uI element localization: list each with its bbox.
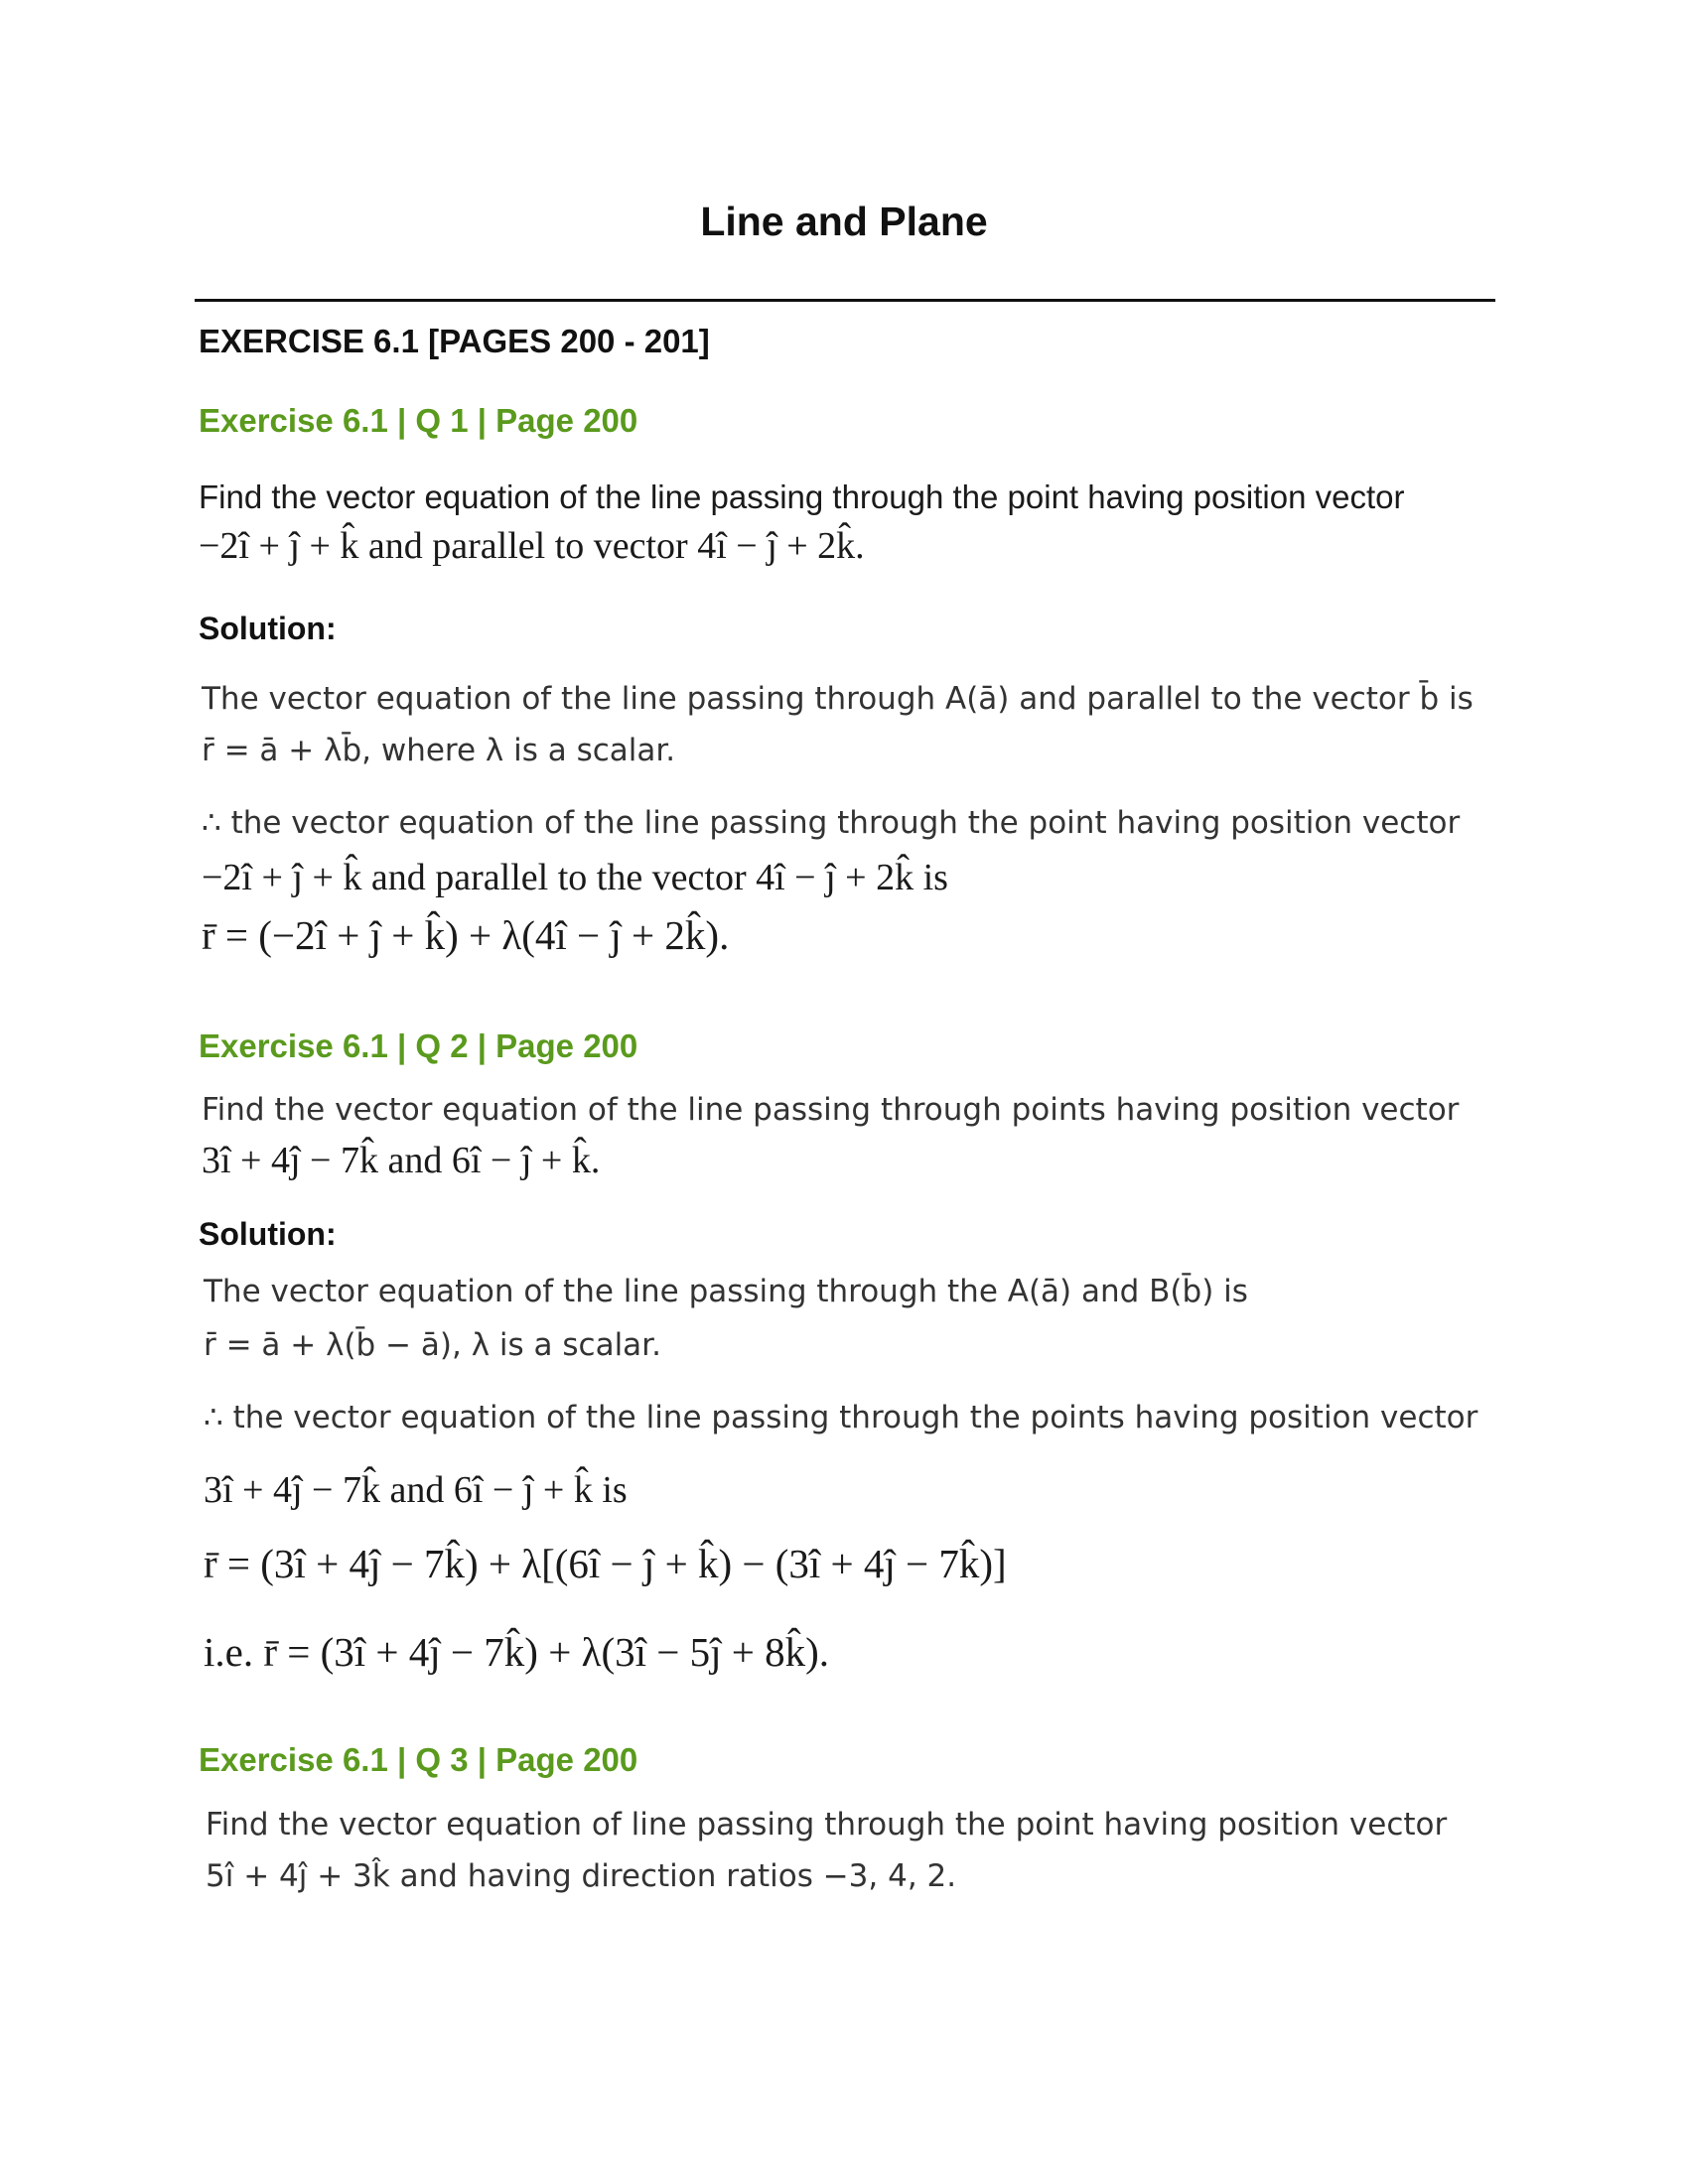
question-1-solution-line-2: r̄ = ā + λb̄, where λ is a scalar. [202, 733, 676, 768]
question-2-solution-line-3: ∴ the vector equation of the line passing through the points having position vector [204, 1400, 1478, 1435]
title-divider [195, 299, 1495, 302]
question-2-solution-line-2: r̄ = ā + λ(b̄ − ā), λ is a scalar. [204, 1327, 661, 1363]
question-1-text-line-2: −2î + ĵ + k̂ and parallel to vector 4î − ĵ + 2k̂. [199, 525, 865, 567]
question-2-solution-line-4: 3î + 4ĵ − 7k̂ and 6î − ĵ + k̂ is [204, 1469, 628, 1511]
question-2-solution-label: Solution: [199, 1216, 337, 1252]
exercise-header: EXERCISE 6.1 [PAGES 200 - 201] [199, 323, 710, 359]
question-1-heading: Exercise 6.1 | Q 1 | Page 200 [199, 402, 638, 439]
question-1-solution-line-1: The vector equation of the line passing through A(ā) and parallel to the vector b̄ is [202, 681, 1474, 717]
question-3-heading: Exercise 6.1 | Q 3 | Page 200 [199, 1741, 638, 1778]
page-title: Line and Plane [700, 199, 988, 244]
question-1-solution-line-5: r̄ = (−2î + ĵ + k̂) + λ(4î − ĵ + 2k̂). [202, 912, 730, 958]
question-1-solution-line-3: ∴ the vector equation of the line passing through the point having position vector [202, 805, 1461, 841]
question-2-solution-line-1: The vector equation of the line passing through the A(ā) and B(b̄) is [204, 1274, 1248, 1309]
question-1-solution-label: Solution: [199, 611, 337, 646]
question-3-text-line-2: 5î + 4ĵ + 3k̂ and having direction ratios −3, 4, 2. [206, 1858, 957, 1894]
question-1-text-line-1: Find the vector equation of the line passing through the point having position vector [199, 478, 1405, 515]
question-2-text-line-2: 3î + 4ĵ − 7k̂ and 6î − ĵ + k̂. [202, 1140, 601, 1181]
question-2-solution-line-5: r̄ = (3î + 4ĵ − 7k̂) + λ[(6î − ĵ + k̂) − (3î + 4ĵ − 7k̂)] [204, 1541, 1007, 1586]
question-2-text-line-1: Find the vector equation of the line passing through points having position vector [202, 1092, 1460, 1128]
question-2-heading: Exercise 6.1 | Q 2 | Page 200 [199, 1027, 638, 1064]
question-3-text-line-1: Find the vector equation of line passing through the point having position vector [206, 1807, 1448, 1843]
question-2-solution-line-6: i.e. r̄ = (3î + 4ĵ − 7k̂) + λ(3î − 5ĵ + 8k̂). [204, 1629, 830, 1675]
question-1-solution-line-4: −2î + ĵ + k̂ and parallel to the vector 4î − ĵ + 2k̂ is [202, 857, 948, 898]
